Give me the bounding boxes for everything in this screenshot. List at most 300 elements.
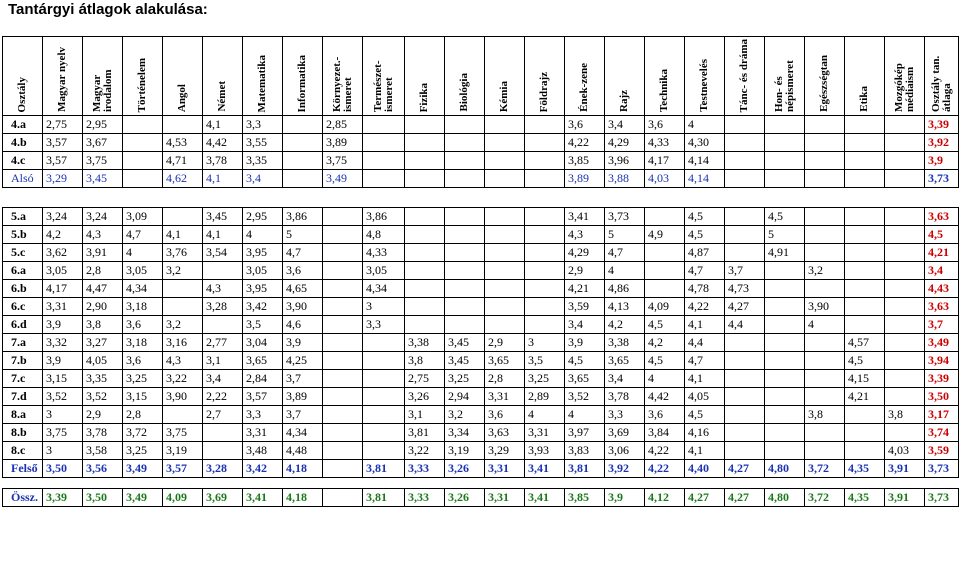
table-cell: 3,78 [203,152,243,170]
table-cell [725,208,765,226]
table-cell: 4,5 [765,208,805,226]
table-cell: 3,3 [243,116,283,134]
table-cell [765,116,805,134]
table-cell: 3,9 [43,316,83,334]
table-cell: 2,75 [405,370,445,388]
table-cell [363,424,405,442]
table-cell: 4,27 [725,298,765,316]
table-cell: 2,9 [485,334,525,352]
table-cell [725,352,765,370]
table-row [3,352,959,370]
table-cell [725,388,765,406]
class-cell: 6.c [3,298,43,316]
table-cell: 3,84 [645,424,685,442]
table-cell: 3,35 [243,152,283,170]
table-cell: 3,5 [243,316,283,334]
table-cell: 3 [43,406,83,424]
header-cell [83,37,123,116]
table-cell [725,170,765,188]
table-cell: 3,65 [565,370,605,388]
table-cell: 3,90 [163,388,203,406]
table-cell: 4,5 [845,352,885,370]
table-cell: 4 [645,370,685,388]
table-cell: 4,3 [203,280,243,298]
table-cell [805,388,845,406]
header-cell [885,37,925,116]
table-cell: 2,95 [243,208,283,226]
table-cell: 2,94 [445,388,485,406]
table-cell [163,406,203,424]
table-cell: 4,22 [565,134,605,152]
table-cell: 2,77 [203,334,243,352]
table-cell [725,244,765,262]
table-cell [765,352,805,370]
table-cell: 3,9 [565,334,605,352]
table-cell [845,424,885,442]
table-cell [885,334,925,352]
table-cell: 3,05 [43,262,83,280]
table-cell [445,316,485,334]
table-cell: 4,1 [685,442,725,460]
class-cell: Felső [3,460,43,478]
table-cell [525,116,565,134]
spacer-cell [3,188,959,208]
table-cell [765,262,805,280]
header-cell [485,37,525,116]
table-cell [765,280,805,298]
header-cell [123,37,163,116]
class-average-cell: 3,73 [925,489,959,507]
table-cell: 3,85 [565,152,605,170]
table-cell: 3,25 [123,370,163,388]
table-cell: 4,9 [645,226,685,244]
header-label: Etika [858,86,870,112]
table-cell: 3,7 [283,406,323,424]
table-cell [323,442,363,460]
table-cell: 3,39 [43,489,83,507]
table-cell: 3,91 [885,460,925,478]
table-cell: 3,48 [243,442,283,460]
table-cell [805,352,845,370]
table-cell: 4,1 [203,116,243,134]
table-cell: 4,34 [283,424,323,442]
table-cell: 4,4 [685,334,725,352]
table-cell [405,134,445,152]
table-cell: 3,89 [565,170,605,188]
class-average-cell: 3,39 [925,116,959,134]
table-cell: 4,3 [83,226,123,244]
table-cell: 3,33 [405,489,445,507]
table-cell: 3,55 [243,134,283,152]
table-cell: 3,06 [605,442,645,460]
table-cell: 4,1 [203,170,243,188]
table-cell: 4,80 [765,460,805,478]
table-cell [845,116,885,134]
header-label: Történelem [136,57,148,112]
table-cell: 3,8 [83,316,123,334]
table-cell [885,352,925,370]
table-cell: 4,25 [283,352,323,370]
table-cell: 3,52 [43,388,83,406]
table-cell: 3,59 [565,298,605,316]
table-cell [405,152,445,170]
table-cell: 3,24 [83,208,123,226]
table-cell: 3,78 [605,388,645,406]
table-cell: 4,7 [605,244,645,262]
table-cell: 4,15 [845,370,885,388]
table-cell [363,442,405,460]
table-cell [805,424,845,442]
table-cell: 3,31 [243,424,283,442]
table-cell: 3,62 [43,244,83,262]
header-cell [685,37,725,116]
table-cell [765,134,805,152]
table-cell: 4,47 [83,280,123,298]
table-cell [163,208,203,226]
table-cell [885,424,925,442]
table-cell: 3 [363,298,405,316]
table-row [3,116,959,134]
header-label: Angol [176,83,188,112]
table-cell [645,262,685,280]
table-cell: 3,50 [43,460,83,478]
header-label: Egészségtan [818,55,830,112]
table-cell [725,406,765,424]
table-cell: 3,34 [445,424,485,442]
table-cell: 4,80 [765,489,805,507]
table-cell: 3,09 [123,208,163,226]
table-cell: 4 [123,244,163,262]
table-cell: 3,90 [805,298,845,316]
table-cell: 4,65 [283,280,323,298]
table-cell: 3,29 [485,442,525,460]
table-cell: 4,34 [363,280,405,298]
table-cell [363,116,405,134]
table-cell: 4,5 [645,316,685,334]
class-cell: 8.c [3,442,43,460]
table-cell [805,134,845,152]
table-cell [885,370,925,388]
table-cell: 2,95 [83,116,123,134]
table-cell: 3,18 [123,334,163,352]
class-cell: 7.a [3,334,43,352]
spacer-row [3,188,959,208]
table-cell [845,442,885,460]
table-cell: 3,29 [43,170,83,188]
table-cell: 3,75 [83,152,123,170]
table-cell [485,170,525,188]
table-cell: 3,45 [203,208,243,226]
table-cell [485,262,525,280]
table-cell: 4,3 [163,352,203,370]
table-cell: 2,8 [123,406,163,424]
table-cell [765,334,805,352]
header-cell [363,37,405,116]
table-cell [765,170,805,188]
table-cell [525,170,565,188]
table-cell [405,298,445,316]
class-average-cell: 4,5 [925,226,959,244]
table-cell [163,280,203,298]
table-cell [405,116,445,134]
table-cell [765,388,805,406]
table-cell: 4,2 [43,226,83,244]
table-cell: 3,88 [605,170,645,188]
table-cell: 3,86 [363,208,405,226]
table-cell: 4,35 [845,460,885,478]
table-cell: 3,45 [445,334,485,352]
table-cell [805,116,845,134]
table-cell: 4,91 [765,244,805,262]
table-cell [123,116,163,134]
table-cell: 3,31 [525,424,565,442]
table-row [3,208,959,226]
table-cell [805,244,845,262]
table-cell [485,316,525,334]
table-cell: 3,28 [203,298,243,316]
table-cell [203,424,243,442]
table-cell [445,298,485,316]
table-cell: 4,09 [645,298,685,316]
table-cell: 4,1 [685,370,725,388]
table-cell: 3,6 [645,116,685,134]
table-cell: 3,75 [163,424,203,442]
table-cell: 3,8 [805,406,845,424]
table-cell [845,316,885,334]
table-cell [885,262,925,280]
table-cell [885,152,925,170]
table-cell [363,152,405,170]
header-cell [43,37,83,116]
table-cell [323,244,363,262]
header-label: Osztály [16,76,28,112]
header-label: Német [216,81,228,112]
table-cell: 3,05 [363,262,405,280]
table-cell [445,116,485,134]
table-cell: 3,58 [83,442,123,460]
class-average-cell: 3,74 [925,424,959,442]
table-cell [725,226,765,244]
table-cell [405,170,445,188]
table-cell [323,334,363,352]
table-cell [485,208,525,226]
table-cell: 3,6 [123,352,163,370]
table-cell: 3,04 [243,334,283,352]
table-cell [363,170,405,188]
table-cell [885,208,925,226]
table-cell: 3,52 [83,388,123,406]
table-cell: 3,56 [83,460,123,478]
table-cell: 2,75 [43,116,83,134]
table-cell: 3,4 [565,316,605,334]
class-average-cell: 3,17 [925,406,959,424]
table-cell [725,424,765,442]
table-cell: 4,6 [283,316,323,334]
table-cell [405,226,445,244]
table-cell: 3,78 [83,424,123,442]
table-cell: 4,14 [685,170,725,188]
table-cell [405,280,445,298]
table-cell [645,280,685,298]
table-cell: 3,90 [283,298,323,316]
class-average-cell: 3,39 [925,370,959,388]
header-label: Informatika [296,54,308,112]
table-cell [485,134,525,152]
table-cell: 4,22 [645,460,685,478]
table-cell [445,152,485,170]
table-cell: 4,7 [283,244,323,262]
table-cell [845,280,885,298]
table-cell [885,280,925,298]
table-cell [765,152,805,170]
header-label: Technika [658,68,670,112]
table-row [3,388,959,406]
table-cell: 4 [243,226,283,244]
class-average-cell: 3,7 [925,316,959,334]
felso-summary-row [3,460,959,478]
table-cell [845,134,885,152]
table-cell [323,226,363,244]
table-cell: 3,41 [243,489,283,507]
table-cell: 3,75 [323,152,363,170]
table-row [3,244,959,262]
table-cell: 4,7 [685,352,725,370]
table-cell: 3,32 [43,334,83,352]
table-cell: 4,62 [163,170,203,188]
header-cell [525,37,565,116]
table-cell [525,280,565,298]
table-cell: 3,50 [83,489,123,507]
table-cell [845,152,885,170]
table-cell: 3,38 [405,334,445,352]
table-cell [405,262,445,280]
table-cell [885,316,925,334]
table-cell: 3,26 [445,489,485,507]
class-average-cell: 3,63 [925,298,959,316]
header-label: Testnevelés [698,59,710,112]
class-average-cell: 3,92 [925,134,959,152]
header-cell [405,37,445,116]
table-cell: 3,22 [405,442,445,460]
class-cell: 6.a [3,262,43,280]
table-cell: 4,29 [605,134,645,152]
table-cell: 3,42 [243,298,283,316]
table-cell: 4,8 [363,226,405,244]
table-cell: 3,57 [43,152,83,170]
class-cell: 7.b [3,352,43,370]
table-cell: 3,72 [123,424,163,442]
table-cell: 3,05 [123,262,163,280]
table-cell: 4,48 [283,442,323,460]
table-cell: 3,18 [123,298,163,316]
table-row [3,152,959,170]
table-cell: 4,12 [645,489,685,507]
table-cell: 3,57 [243,388,283,406]
table-cell [885,116,925,134]
header-cell [605,37,645,116]
spacer-cell [3,478,959,489]
table-cell [323,298,363,316]
table-cell: 3,7 [725,262,765,280]
table-cell [805,370,845,388]
table-cell: 3,4 [243,170,283,188]
table-cell: 4 [605,262,645,280]
table-cell [445,208,485,226]
table-cell: 3,31 [485,460,525,478]
table-cell: 4,42 [645,388,685,406]
table-cell [805,152,845,170]
table-cell [765,316,805,334]
header-label: Matematika [256,54,268,112]
table-cell: 4,7 [123,226,163,244]
table-cell: 3,26 [405,388,445,406]
spacer-row [3,478,959,489]
header-label: Földrajz [538,71,550,112]
table-cell: 3,6 [565,116,605,134]
ossz-summary-row [3,489,959,507]
table-cell [283,170,323,188]
table-cell [645,244,685,262]
table-cell: 4,42 [203,134,243,152]
table-cell: 3,76 [163,244,203,262]
table-cell [485,116,525,134]
table-row [3,262,959,280]
table-cell: 3,24 [43,208,83,226]
header-cell [445,37,485,116]
header-label: Magyar nyelv [56,47,68,112]
table-cell [485,280,525,298]
class-average-cell: 3,73 [925,460,959,478]
table-cell: 3,65 [243,352,283,370]
table-cell: 4,2 [645,334,685,352]
table-cell [123,134,163,152]
table-cell [845,208,885,226]
table-cell: 3,05 [243,262,283,280]
table-cell [805,170,845,188]
table-cell: 5 [283,226,323,244]
table-cell: 4,21 [565,280,605,298]
table-cell [323,489,363,507]
table-cell: 4,73 [725,280,765,298]
table-cell [725,152,765,170]
table-cell: 3,81 [405,424,445,442]
table-cell [405,244,445,262]
class-average-cell: 4,21 [925,244,959,262]
table-cell [805,226,845,244]
table-cell: 3,6 [485,406,525,424]
table-cell: 3,81 [363,489,405,507]
header-label: Rajz [618,90,630,112]
table-cell [525,134,565,152]
table-cell [363,352,405,370]
table-cell [805,442,845,460]
class-cell: 7.d [3,388,43,406]
table-cell [885,244,925,262]
table-cell: 3,92 [605,460,645,478]
table-cell: 3,4 [605,370,645,388]
table-cell: 2,85 [323,116,363,134]
table-cell [445,170,485,188]
table-cell: 3,8 [405,352,445,370]
table-cell [845,226,885,244]
table-cell [203,262,243,280]
table-cell: 3,6 [283,262,323,280]
table-row [3,226,959,244]
header-label: Tánc- és dráma [738,38,750,112]
table-cell: 3,2 [163,262,203,280]
table-row [3,370,959,388]
header-label: Természet-ismeret [371,60,395,112]
